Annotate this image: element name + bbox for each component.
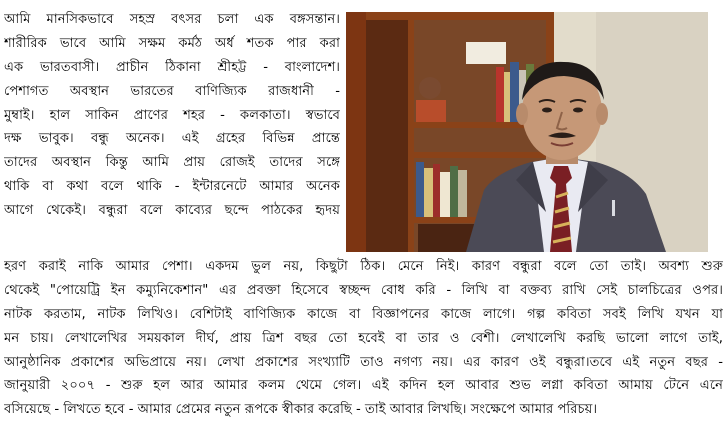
bio-line: থাকি বা কথা বলে থাকি - ইন্টারনেটে আমার অনেক [4,179,340,195]
bio-line: তাদের অবস্থান কিন্তু আমি প্রায় রোজই তাদের সঙ্গে [4,155,340,171]
bio-line: মন চায়। লেখালেখির সময়কাল দীর্ঘ, প্রায় ত্রিশ বছর তো হবেই বা তার ও বেশী। লেখালেখি করছি ভালো লাগে তাই, [4,330,723,346]
bio-line: এক ভারতবাসী। প্রাচীন ঠিকানা শ্রীহট্ট - বাংলাদেশ। [4,59,340,75]
bio-line: মুম্বাই। হাল সাকিন প্রাণের শহর - কলকাতা। স্বভাবে [4,107,340,123]
bio-line: বসিয়েছে - লিখতে হবে - আমার প্রেমের নতুন রূপকে স্বীকার করেছি - তাই আবার লিখছি। সংক্ষেপে আমার পরিচয়। [4,402,598,418]
bio-line: হরণ করাই নাকি আমার পেশা। একদম ভুল নয়, কিছুটা ঠিক। মেনে নিই। কারণ বন্ধুরা বলে তো তাই। অবশ্য শুরু [4,259,723,274]
bio-line: পেশাগত অবস্থান ভারতের বাণিজ্যিক রাজধানী - [4,83,340,99]
bio-line: শারীরিক ভাবে আমি সক্ষম কর্মঠ অর্ধ শতক পার করা [4,35,340,51]
bio-line: আমি মানসিকভাবে সহস্র বৎসর চলা এক বঙ্গসন্তান। [4,12,340,27]
author-portrait-photo [346,12,708,252]
bio-line: থেকেই "পোয়েট্রি ইন কম্যুনিকেশান" এর প্রবক্তা হিসেবে স্বচ্ছন্দ বোধ করি - লিখি বা বক্তব্য রাখি সেই চালচিত্রের ওপর। [4,282,723,298]
bio-line: আগে থেকেই। বন্ধুরা বলে কাব্যের ছন্দে পাঠকের হৃদয় [4,203,340,219]
bio-line: নাটক করতাম, নাটক লিখিও। বেশিটাই বাণিজ্যিক কাজে বা বিজ্ঞাপনের কাজে লাগে। গল্প কবিতা সবই লিখি যখন যা [4,306,723,322]
bio-intro-paragraph [4,8,340,223]
bio-line: আনুষ্ঠানিক প্রকাশের অভিপ্রায়ে নয়। লেখা প্রকাশের সংখ্যাটি তাও নগণ্য নয়। এর কারণ ওই বন্ধুরা।তবে এই নতুন বছর - [4,354,723,370]
bio-line: দক্ষ ভাবুক। বন্ধু অনেক। এই গ্রহের বিভিন্ন প্রান্তে [4,131,340,147]
bio-main-paragraph [4,255,723,422]
bio-line: জানুয়ারী ২০০৭ - শুরু হল আর আমার কলম থেমে গেল। এই কদিন হল আবার শুভ লগ্না কবিতা আমায় টেনে এনে [4,378,723,394]
